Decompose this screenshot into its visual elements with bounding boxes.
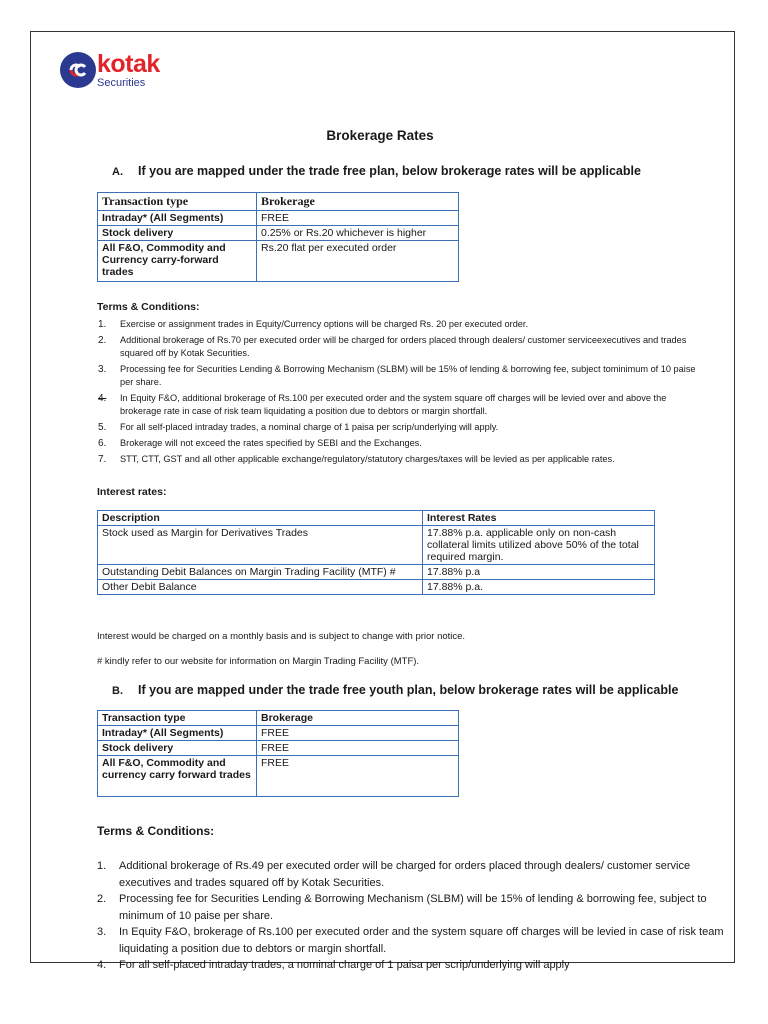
section-a-heading-text: If you are mapped under the trade free plan, below brokerage rates will be applicable: [138, 164, 641, 178]
list-number: 1.: [97, 860, 107, 872]
table-row: [98, 726, 459, 741]
table-cell: Rs.20 flat per executed order: [257, 241, 459, 282]
list-item: [96, 421, 708, 434]
table-row: [98, 756, 459, 797]
table-cell: Intraday* (All Segments): [98, 726, 257, 741]
table-cell: 0.25% or Rs.20 whichever is higher: [257, 226, 459, 241]
brokerage-table-b: [97, 710, 459, 797]
section-a-letter: A.: [112, 166, 123, 178]
table-header: Brokerage: [257, 193, 459, 211]
section-a-heading: [112, 162, 641, 180]
table-header: Interest Rates: [423, 511, 655, 526]
list-text: In Equity F&O, additional brokerage of Rs.100 per executed order and the system square off charges will be levied over and above the brokerage rate in case of risk team liquidating a position due to debtors or margin shortfall.: [120, 393, 667, 416]
interest-heading: Interest rates:: [97, 486, 167, 498]
section-b-letter: B.: [112, 685, 123, 697]
list-item: [96, 363, 708, 389]
list-number: 7.: [98, 454, 107, 465]
list-text: Additional brokerage of Rs.49 per executed order will be charged for orders placed through dealers/ customer service executives and trades squared off by Kotak Securities.: [119, 860, 691, 889]
table-header-row: [98, 511, 655, 526]
table-header-row: [98, 193, 459, 211]
list-text: Brokerage will not exceed the rates specified by SEBI and the Exchanges.: [120, 438, 422, 448]
table-header: Transaction type: [98, 711, 257, 726]
table-cell: 17.88% p.a: [423, 565, 655, 580]
list-item: [97, 924, 725, 957]
logo-sub: Securities: [97, 77, 146, 89]
list-number: 4.: [98, 393, 107, 404]
list-item: [96, 334, 708, 360]
table-header: Brokerage: [257, 711, 459, 726]
list-number: 5.: [98, 422, 107, 433]
list-number: 2.: [97, 893, 107, 905]
brokerage-table-a: [97, 192, 459, 282]
table-cell: All F&O, Commodity and Currency carry-forward trades: [98, 241, 257, 282]
table-header: Transaction type: [98, 193, 257, 211]
page-title: Brokerage Rates: [326, 128, 434, 143]
list-item: [97, 891, 725, 924]
list-number: 3.: [98, 364, 107, 375]
section-b-heading-text: If you are mapped under the trade free youth plan, below brokerage rates will be applicable: [138, 683, 679, 697]
list-number: 1.: [98, 319, 107, 330]
table-row: [98, 741, 459, 756]
list-item: [96, 392, 708, 418]
list-item: [97, 957, 725, 974]
terms-heading-a: Terms & Conditions:: [97, 301, 200, 313]
mtf-note: # kindly refer to our website for information on Margin Trading Facility (MTF).: [97, 656, 420, 667]
list-number: 3.: [97, 926, 107, 938]
table-cell: FREE: [257, 741, 459, 756]
table-row: [98, 565, 655, 580]
list-number: 2.: [98, 335, 107, 346]
list-text: In Equity F&O, brokerage of Rs.100 per executed order and the system square off charges will be levied in case of risk team liquidating a position due to debtors or margin shortfall.: [119, 926, 724, 955]
list-text: STT, CTT, GST and all other applicable exchange/regulatory/statutory charges/taxes will be levied as per applicable rates.: [120, 454, 615, 464]
list-text: Processing fee for Securities Lending & Borrowing Mechanism (SLBM) will be 15% of lending & borrowing fee, subject to minimum of 10 paise per share.: [119, 893, 707, 922]
table-cell: Stock delivery: [98, 741, 257, 756]
interest-note: Interest would be charged on a monthly basis and is subject to change with prior notice.: [97, 631, 466, 642]
list-number: 4.: [97, 959, 107, 971]
list-text: For all self-placed intraday trades, a nominal charge of 1 paisa per scrip/underlying will apply: [119, 959, 570, 971]
list-text: Processing fee for Securities Lending & Borrowing Mechanism (SLBM) will be 15% of lending & borrowing fee, subject tominimum of 10 paise per share.: [120, 364, 696, 387]
list-number: 6.: [98, 438, 107, 449]
table-cell: Stock delivery: [98, 226, 257, 241]
terms-list-b: [97, 858, 725, 974]
terms-heading-b: Terms & Conditions:: [97, 824, 215, 838]
table-cell: FREE: [257, 726, 459, 741]
list-text: Additional brokerage of Rs.70 per executed order will be charged for orders placed through dealers/ customer serviceexecutives and trades squared off by Kotak Securities.: [120, 335, 687, 358]
list-item: [96, 453, 708, 466]
table-cell: 17.88% p.a.: [423, 580, 655, 595]
section-b-heading: [112, 681, 678, 699]
list-text: For all self-placed intraday trades, a nominal charge of 1 paisa per scrip/underlying will apply.: [120, 422, 499, 432]
table-header: Description: [98, 511, 423, 526]
list-item: [96, 318, 708, 331]
logo-brand: kotak: [97, 50, 160, 78]
list-item: [97, 858, 725, 891]
interest-table: [97, 510, 655, 595]
table-cell: All F&O, Commodity and currency carry forward trades: [98, 756, 257, 797]
list-item: [96, 437, 708, 450]
table-row: [98, 580, 655, 595]
terms-list-a: [96, 318, 708, 469]
table-row: [98, 526, 655, 565]
table-cell: FREE: [257, 211, 459, 226]
table-cell: Stock used as Margin for Derivatives Trades: [98, 526, 423, 565]
table-cell: Other Debit Balance: [98, 580, 423, 595]
table-header-row: [98, 711, 459, 726]
table-cell: 17.88% p.a. applicable only on non-cash collateral limits utilized above 50% of the total required margin.: [423, 526, 655, 565]
table-cell: FREE: [257, 756, 459, 797]
table-row: [98, 241, 459, 282]
table-cell: Outstanding Debit Balances on Margin Trading Facility (MTF) #: [98, 565, 423, 580]
list-text: Exercise or assignment trades in Equity/Currency options will be charged Rs. 20 per executed order.: [120, 319, 529, 329]
table-row: [98, 226, 459, 241]
table-cell: Intraday* (All Segments): [98, 211, 257, 226]
table-row: [98, 211, 459, 226]
